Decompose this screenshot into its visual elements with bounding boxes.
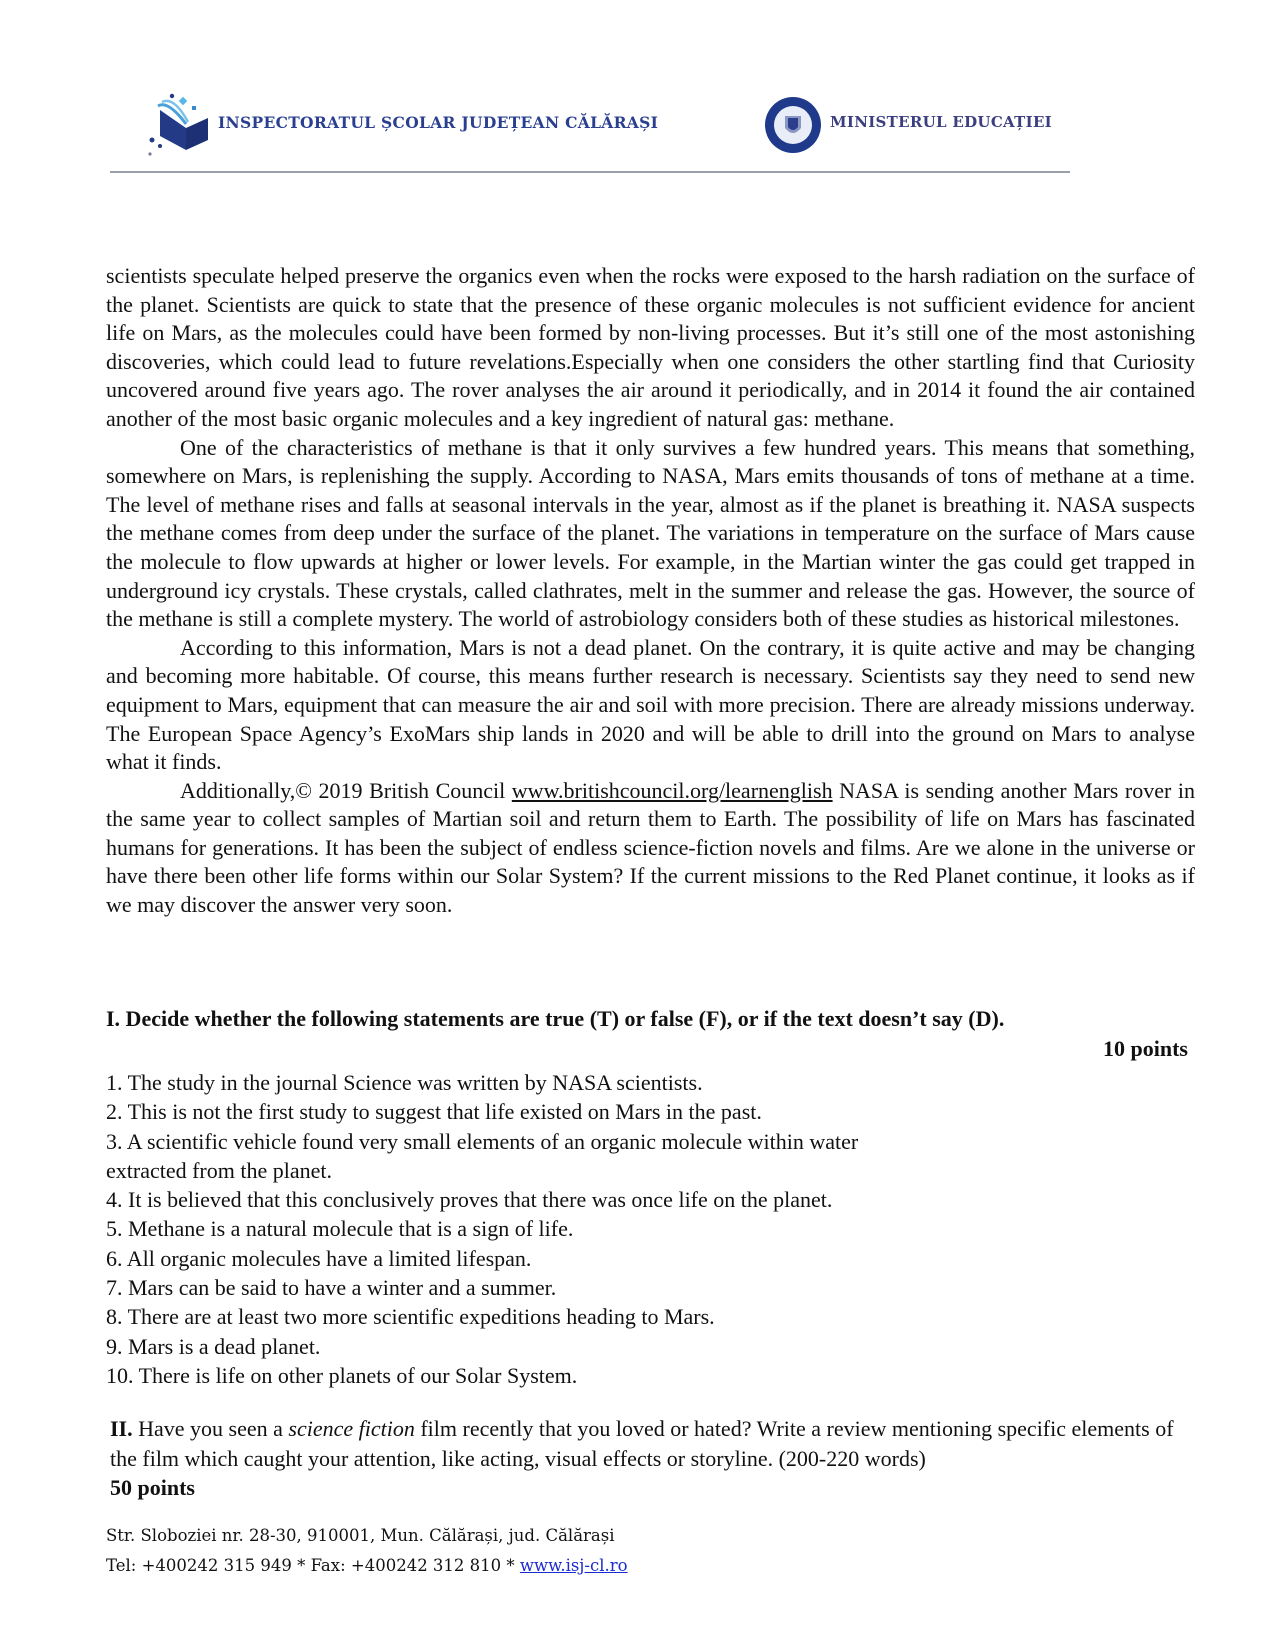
statement-5: 5. Methane is a natural molecule that is a sign of life. [106,1216,574,1242]
section-1-title: I. Decide whether the following statements are true (T) or false (F), or if the text doesn’t say (D). [106,1006,1005,1031]
statement-1: 1. The study in the journal Science was written by NASA scientists. [106,1070,703,1095]
paragraph-3: According to this information, Mars is not a dead planet. On the contrary, it is quite active and may be changing and becoming more habitable. Of course, this means further research is necessary. Scientists say they need to send new equipment to Mars, equipment that can measure the air and soil with more precision. There are already missions underway. The European Space Agency’s ExoMars ship lands in 2020 and will be able to drill into the ground on Mars to analyse what it finds. [106,634,1195,775]
statement-3: 3. A scientific vehicle found very small elements of an organic molecule within water [106,1128,859,1154]
ministry-name: MINISTERUL EDUCAȚIEI [830,113,1052,131]
statement-7: 7. Mars can be said to have a winter and a summer. [106,1275,557,1301]
paragraph-4-start: Additionally,© 2019 British Council [180,777,512,803]
paragraph-1: scientists speculate helped preserve the organics even when the rocks were exposed to the harsh radiation on the surface of the planet. Scientists are quick to state that the presence of these organic molecules is not sufficient evidence for ancient life on Mars, as the molecules could have been formed by non-living processes. But it’s still one of the most astonishing discoveries, which could lead to future revelations.Especially when one considers the other startling find that Curiosity uncovered around five years ago. The rover analyses the air around it periodically, and in 2014 it found the air contained another of the most basic organic molecules and a key ingredient of natural gas: methane. [106,263,1195,431]
government-seal-logo-icon [764,96,822,154]
statement-2: 2. This is not the first study to suggest that life existed on Mars in the past. [106,1099,762,1125]
statement-3-continued: extracted from the planet. [106,1157,333,1183]
section-2-prompt [110,1414,1200,1503]
statements-list [106,1068,1106,1390]
statement-8: 8. There are at least two more scientific expeditions heading to Mars. [106,1304,715,1330]
footer-address: Str. Sloboziei nr. 28-30, 910001, Mun. Călărași, jud. Călărași [106,1526,615,1545]
section-2-text-b: film recently that you loved or hated? Write a review mentioning specific elements of the film which caught your attention, like acting, visual effects or storyline. (200-220 words) [110,1416,1174,1471]
paragraph-4-end: NASA is sending another Mars rover in the same year to collect samples of Martian soil and return them to Earth. The possibility of life on Mars has fascinated humans for generations. It has been the subject of endless science-fiction novels and films. Are we alone in the universe or have there been other life forms within our Solar System? If the current missions to the Red Planet continue, it looks as if we may discover the answer very soon. [106,777,1195,918]
paragraph-2: One of the characteristics of methane is that it only survives a few hundred years. This means that something, somewhere on Mars, is replenishing the supply. According to NASA, Mars emits thousands of tons of methane at a time. The level of methane rises and falls at seasonal intervals in the year, almost as if the planet is breathing it. NASA suspects the methane comes from deep under the surface of the planet. The variations in temperature on the surface of Mars cause the molecule to flow upwards at higher or lower levels. For example, in the Martian winter the gas could get trapped in underground icy crystals. These crystals, called clathrates, melt in the summer and release the gas. However, the source of the methane is still a complete mystery. The world of astrobiology considers both of these studies as historical milestones. [106,434,1195,632]
inspectorate-name: INSPECTORATUL ȘCOLAR JUDEȚEAN CĂLĂRAȘI [218,113,659,132]
reading-passage [106,262,1195,920]
footer-phone-fax: Tel: +400242 315 949 * Fax: +400242 312 810 * [106,1555,520,1575]
footer-website-link[interactable]: www.isj-cl.ro [519,1555,628,1575]
header-divider [110,171,1070,173]
section-2-points: 50 points [110,1475,195,1500]
section-1-points: 10 points [1103,1036,1188,1061]
section-2-text-a: Have you seen a [132,1416,289,1441]
section-2-italic: science fiction [288,1416,415,1441]
british-council-link[interactable]: www.britishcouncil.org/learnenglish [511,777,833,803]
statement-4: 4. It is believed that this conclusively proves that there was once life on the planet. [106,1187,833,1213]
statement-6: 6. All organic molecules have a limited lifespan. [106,1245,532,1271]
statement-9: 9. Mars is a dead planet. [106,1333,321,1359]
statement-10: 10. There is life on other planets of our Solar System. [106,1362,578,1388]
paragraph-4 [106,777,1195,920]
page-footer [106,1521,628,1580]
section-2-label: II. [110,1416,133,1441]
book-stars-logo-icon [146,88,216,158]
footer-contact [106,1551,628,1581]
